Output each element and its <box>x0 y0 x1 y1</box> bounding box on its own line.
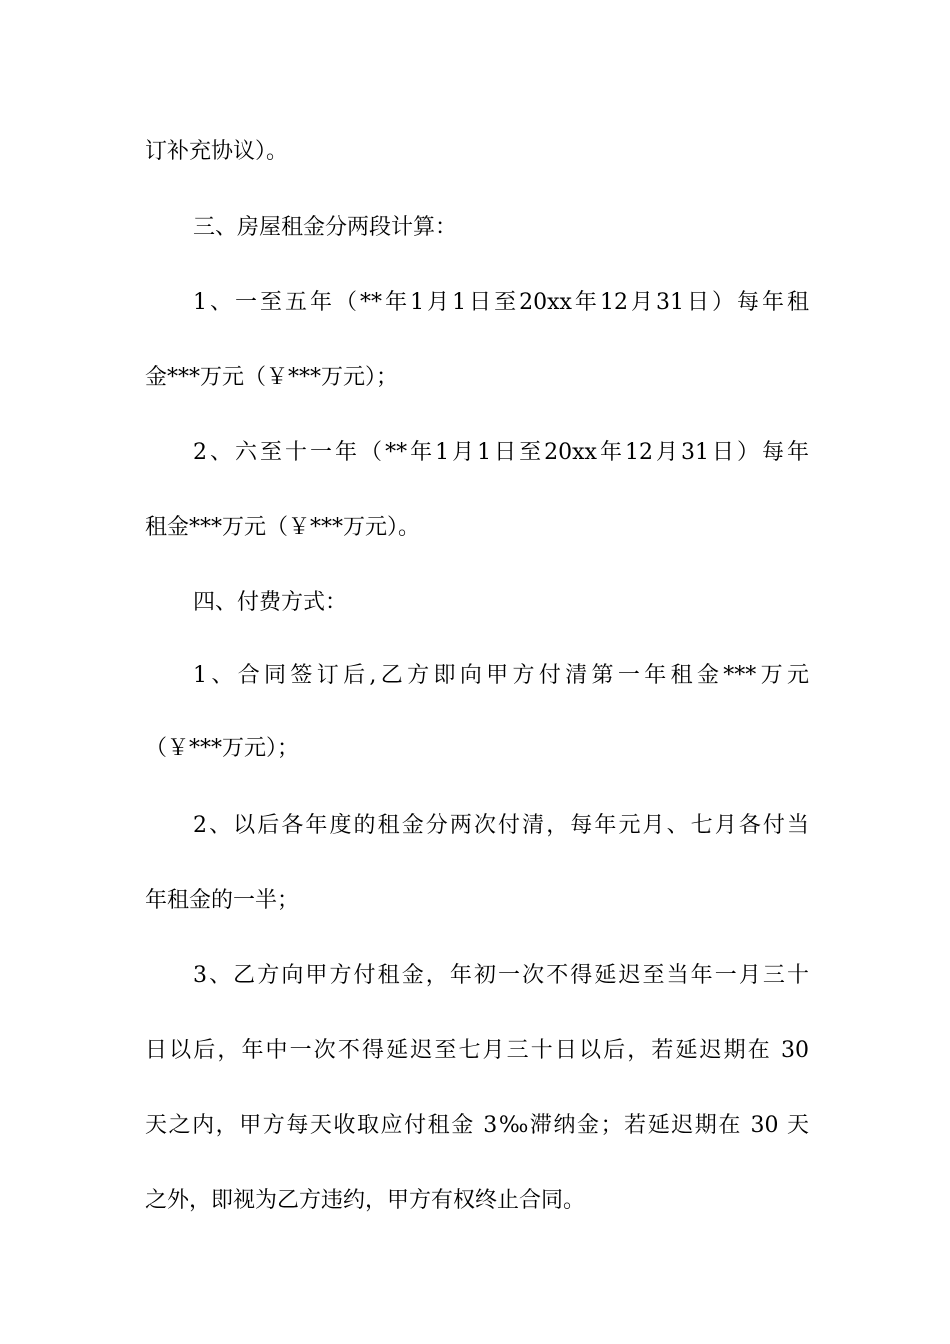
text-line-clause-2-end: 订补充协议）。 <box>145 139 289 164</box>
payment-item-1-line-1: 1、合同签订后,乙方即向甲方付清第一年租金***万元 <box>193 663 809 688</box>
payment-item-1-line-2: （￥***万元）； <box>145 736 300 761</box>
heading-payment-method: 四、付费方式： <box>193 590 348 615</box>
payment-item-2-line-2: 年租金的一半； <box>145 888 300 913</box>
payment-item-3-line-1: 3、乙方向甲方付租金，年初一次不得延迟至当年一月三十 <box>193 963 809 988</box>
rent-item-2-line-2: 租金***万元（￥***万元）。 <box>145 515 421 540</box>
rent-item-1-line-1: 1、一至五年（**年1月1日至20xx年12月31日）每年租 <box>193 290 809 315</box>
payment-item-3-line-4: 之外，即视为乙方违约，甲方有权终止合同。 <box>145 1188 586 1213</box>
rent-item-2-line-1: 2、六至十一年（**年1月1日至20xx年12月31日）每年 <box>193 440 809 465</box>
payment-item-3-line-2: 日以后，年中一次不得延迟至七月三十日以后，若延迟期在 30 <box>145 1038 809 1063</box>
payment-item-3-line-3: 天之内，甲方每天收取应付租金 3‰滞纳金；若延迟期在 30 天 <box>145 1113 809 1138</box>
payment-item-2-line-1: 2、以后各年度的租金分两次付清，每年元月、七月各付当 <box>193 813 809 838</box>
heading-rent-calculation: 三、房屋租金分两段计算： <box>193 215 458 240</box>
rent-item-1-line-2: 金***万元（￥***万元）； <box>145 365 399 390</box>
